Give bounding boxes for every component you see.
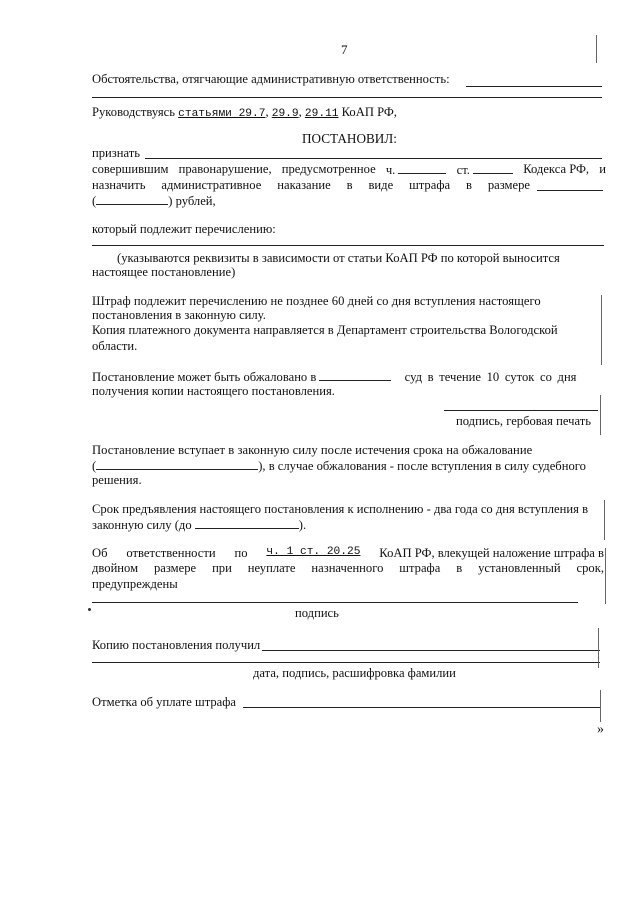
penalty-word: в (346, 178, 353, 192)
fine-deadline-line-1: Штраф подлежит перечислению не позднее 60 дней со дня вступления настоящего (92, 294, 541, 308)
effect-line-1: Постановление вступает в законную силу после истечения срока на обжалование (92, 443, 533, 457)
link-separator: , (265, 105, 269, 119)
margin-line (600, 690, 601, 722)
code-label: Кодекса РФ, (523, 162, 590, 176)
appeal-line-2: получения копии настоящего постановления. (92, 384, 335, 398)
margin-line (600, 395, 601, 435)
resp-word: по (234, 546, 248, 560)
aggravating-blank (466, 86, 602, 87)
requisites-blank (92, 245, 604, 246)
responsibility-line-2: двойном размере при неуплате назначенного штрафа в установленный срок, (92, 561, 604, 575)
enforcement-line-1: Срок предъявления настоящего постановления к исполнению - два года со дня вступления в (92, 502, 589, 516)
appeal-line-1 (92, 369, 576, 385)
guided-suffix: КоАП РФ, (341, 105, 397, 119)
signatures-blank (92, 602, 578, 603)
penalty-word: назначить (92, 178, 146, 192)
penalty-word: штрафа (409, 178, 451, 192)
copy-sent-line-2: области. (92, 339, 138, 353)
closing-quote: » (597, 722, 604, 737)
effect-line-3: решения. (92, 473, 142, 487)
divider-rule (92, 97, 602, 98)
requisites-note-line-2: настоящее постановление) (92, 265, 236, 279)
decree-title: ПОСТАНОВИЛ: (302, 131, 397, 146)
scan-dot (88, 608, 91, 611)
offense-word: и (599, 162, 606, 176)
signature-seal-blank (444, 410, 598, 411)
copy-received-label: Копию постановления получил (92, 638, 261, 652)
enforcement-date-blank (195, 517, 299, 529)
penalty-line (92, 178, 530, 193)
resp-word: КоАП РФ, влекущей наложение штрафа в (379, 546, 604, 560)
offense-word: правонарушение, (178, 162, 272, 176)
copy-received-blank (262, 650, 600, 651)
effect-line-2: ( ), в случае обжалования - после вступления в силу судебного (92, 459, 586, 473)
part-label: ч. (385, 163, 396, 177)
margin-line (598, 628, 599, 668)
margin-line (604, 500, 605, 540)
appeal-part-1: Постановление может быть обжаловано в (92, 370, 317, 384)
copy-sent-line-1: Копия платежного документа направляется в Департамент строительства Вологодской (92, 323, 558, 337)
signature-seal-label: подпись, гербовая печать (456, 414, 591, 428)
appeal-date-blank (96, 458, 258, 470)
penalty-word: в (465, 178, 472, 192)
penalty-word: административное (161, 178, 262, 192)
offense-word: совершившим (92, 162, 169, 176)
margin-line (605, 548, 606, 604)
offender-name-blank (145, 158, 602, 159)
rubles-label: рублей, (175, 194, 216, 208)
law-link-29-11[interactable]: 29.11 (304, 108, 339, 120)
penalty-word: размере (487, 178, 530, 192)
margin-line (596, 35, 597, 63)
part-blank (398, 162, 446, 174)
appeal-part-2: суд в течение 10 суток со дня (404, 370, 577, 384)
court-blank (319, 369, 391, 381)
aggravating-label: Обстоятельства, отягчающие административную ответственность: (92, 72, 450, 86)
copy-received-blank-2 (92, 662, 600, 663)
enforcement-line-2: законную силу (до ). (92, 518, 307, 532)
law-link-20-25[interactable]: ч. 1 ст. 20.25 (266, 546, 361, 558)
law-link-29-7[interactable]: статьями 29.7 (178, 108, 266, 120)
article-label: ст. (456, 163, 470, 177)
margin-line (601, 295, 602, 365)
payment-mark-blank (243, 707, 600, 708)
guided-prefix: Руководствуясь (92, 105, 175, 119)
article-blank (473, 162, 513, 174)
responsibility-line-1 (92, 546, 604, 561)
responsibility-line-3: предупреждены (92, 577, 178, 591)
resp-word: Об (92, 546, 108, 560)
signature-label: подпись (295, 606, 339, 620)
recognize-label: признать (92, 146, 141, 160)
effect-line-2-text: ), в случае обжалования - после вступления в силу судебного (258, 459, 586, 473)
fine-deadline-line-2: постановления в законную силу. (92, 308, 266, 322)
resp-word: ответственности (126, 546, 216, 560)
fine-words-blank (96, 193, 168, 205)
penalty-word: виде (368, 178, 394, 192)
link-separator: , (298, 105, 302, 119)
payment-mark-label: Отметка об уплате штрафа (92, 695, 236, 709)
enforcement-prefix: законную силу (до (92, 518, 192, 532)
page-number: 7 (341, 42, 348, 57)
fine-amount-blank (537, 190, 603, 191)
offense-word: предусмотренное (281, 162, 376, 176)
requisites-note-line-1: (указываются реквизиты в зависимости от статьи КоАП РФ по которой выносится (117, 251, 560, 265)
date-signature-label: дата, подпись, расшифровка фамилии (253, 666, 456, 680)
penalty-word: наказание (277, 178, 331, 192)
law-link-29-9[interactable]: 29.9 (271, 108, 299, 120)
transfer-label: который подлежит перечислению: (92, 222, 276, 236)
offense-line (92, 162, 606, 178)
guided-by-line (92, 105, 397, 120)
rubles-line: ( ) рублей, (92, 194, 216, 208)
